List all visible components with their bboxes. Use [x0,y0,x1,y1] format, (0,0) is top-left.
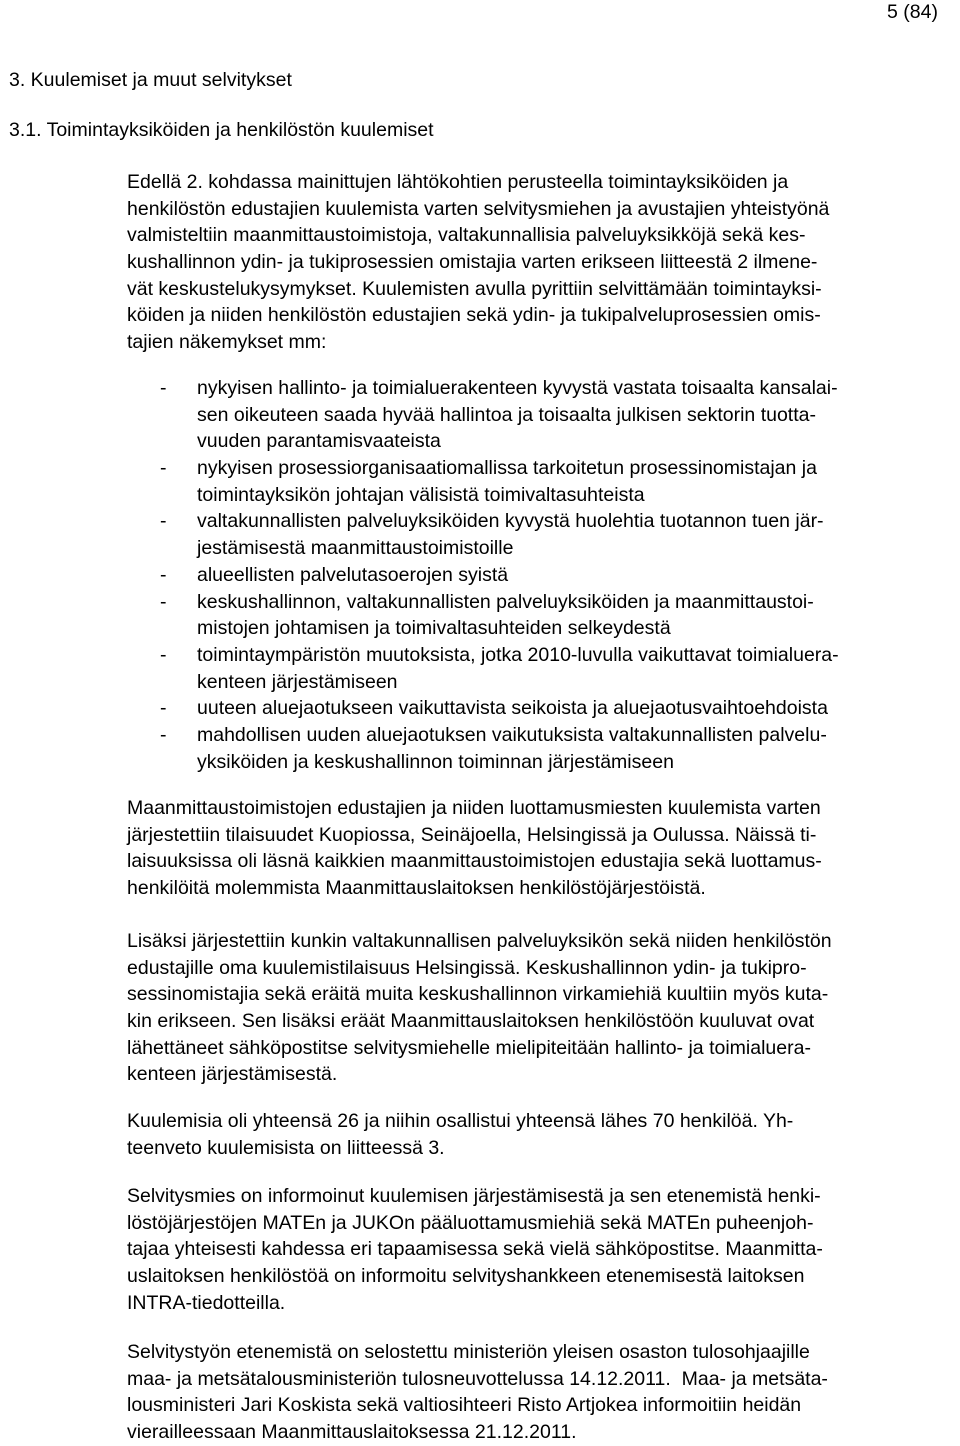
paragraph-line: järjestettiin tilaisuudet Kuopiossa, Seinäjoella, Helsingissä ja Oulussa. Näissä ti- [127,823,817,846]
list-item-line: uuteen aluejaotukseen vaikuttavista seikoista ja aluejaotusvaihtoehdoista [197,697,828,720]
paragraph-line: kushallinnon ydin- ja tukiprosessien omistajia varten erikseen liitteestä 2 ilmene- [127,251,818,274]
list-item-line: yksiköiden ja keskushallinnon toiminnan järjestämiseen [197,750,674,773]
paragraph-line: kin erikseen. Sen lisäksi eräät Maanmittauslaitoksen henkilöstöön kuuluvat ovat [127,1010,815,1033]
bullet-dash: - [160,510,167,533]
list-item [160,642,960,695]
list-item [160,695,960,722]
paragraph-line: lähettäneet sähköpostitse selvitysmiehelle mielipiteitään hallinto- ja toimialuera- [127,1036,811,1059]
paragraph-informing-staff [127,1183,960,1316]
list-item-line: mahdollisen uuden aluejaotuksen vaikutuksista valtakunnallisten palvelu- [197,723,827,746]
paragraph-line: teenveto kuulemisista on liitteessä 3. [127,1136,445,1159]
list-item-line: nykyisen hallinto- ja toimialuerakenteen kyvystä vastata toisaalta kansalai- [197,377,838,399]
paragraph-line: uslaitoksen henkilöstöä on informoitu selvityshankkeen etenemisestä laitoksen [127,1265,805,1288]
list-item-line: valtakunnallisten palveluyksiköiden kyvystä huolehtia tuotannon tuen jär- [197,510,824,533]
paragraph-line: Lisäksi järjestettiin kunkin valtakunnallisen palveluyksikön sekä niiden henkilöstön [127,930,832,952]
list-item [160,375,960,455]
list-item-line: nykyisen prosessiorganisaatiomallissa tarkoitetun prosessinomistajan ja [197,457,817,480]
paragraph-line: tajien näkemykset mm: [127,331,327,354]
paragraph-hearings-units [127,928,960,1088]
bullet-dash: - [160,590,167,613]
paragraph-ministry-briefing [127,1339,960,1446]
paragraph-line: henkilöitä molemmista Maanmittauslaitoksen henkilöstöjärjestöistä. [127,877,706,900]
list-item-line: vuuden parantamisvaateista [197,430,441,453]
paragraph-hearings-count [127,1108,960,1161]
bullet-dash: - [160,697,167,720]
paragraph-line: löstöjärjestöjen MATEn ja JUKOn pääluottamusmiehiä sekä MATEn puheenjoh- [127,1211,814,1234]
bullet-dash: - [160,377,167,399]
paragraph-line: maa- ja metsätalousministeriön tulosneuvottelussa 14.12.2011. Maa- ja metsäta- [127,1367,828,1390]
paragraph-line: kenteen järjestämisestä. [127,1063,338,1086]
bullet-list [160,375,960,775]
bullet-dash: - [160,643,167,666]
paragraph-line: Selvitystyön etenemistä on selostettu ministeriön yleisen osaston tulosohjaajille [127,1341,810,1363]
list-item-line: mistojen johtamisen ja toimivaltasuhteiden selkeydestä [197,617,671,640]
paragraph-line: INTRA-tiedotteilla. [127,1291,286,1314]
list-item-line: alueellisten palvelutasoerojen syistä [197,563,509,586]
paragraph-hearings-offices [127,795,960,902]
list-item-line: sen oikeuteen saada hyvää hallintoa ja toisaalta julkisen sektorin tuotta- [197,403,816,426]
paragraph-line: sessinomistajia sekä eräitä muita keskushallinnon virkamiehiä kuultiin myös kuta- [127,983,829,1006]
paragraph-line: Edellä 2. kohdassa mainittujen lähtökohtien perusteella toimintayksiköiden ja [127,171,789,193]
intro-paragraph [127,169,960,356]
paragraph-line: tajaa yhteisesti kahdessa eri tapaamisessa sekä vielä sähköpostitse. Maanmitta- [127,1238,823,1261]
paragraph-line: Kuulemisia oli yhteensä 26 ja niihin osallistui yhteensä lähes 70 henkilöä. Yh- [127,1110,794,1132]
paragraph-line: Maanmittaustoimistojen edustajien ja niiden luottamusmiesten kuulemista varten [127,797,821,819]
list-item [160,508,960,561]
paragraph-line: laisuuksissa oli läsnä kaikkien maanmittaustoimistojen edustajia sekä luottamus- [127,850,822,873]
paragraph-line: henkilöstön edustajien kuulemista varten selvitysmiehen ja avustajien yhteistyönä [127,197,830,220]
list-item-line: kenteen järjestämiseen [197,670,398,693]
paragraph-line: edustajille oma kuulemistilaisuus Helsingissä. Keskushallinnon ydin- ja tukipro- [127,956,807,979]
list-item-line: keskushallinnon, valtakunnallisten palveluyksiköiden ja maanmittaustoi- [197,590,814,613]
bullet-dash: - [160,723,167,746]
paragraph-line: köiden ja niiden henkilöstön edustajien sekä ydin- ja tukipalveluprosessien omis- [127,304,821,327]
list-item [160,589,960,642]
paragraph-line: valmisteltiin maanmittaustoimistoja, valtakunnallisia palveluyksikköjä sekä kes- [127,224,806,247]
bullet-dash: - [160,563,167,586]
paragraph-line: Selvitysmies on informoinut kuulemisen järjestämisestä ja sen etenemistä henki- [127,1185,821,1207]
subsection-heading: 3.1. Toimintayksiköiden ja henkilöstön kuulemiset [9,119,434,141]
paragraph-line: vierailleessaan Maanmittauslaitoksessa 21.12.2011. [127,1421,577,1444]
paragraph-line: vät keskustelukysymykset. Kuulemisten avulla pyrittiin selvittämään toimintayksi- [127,277,822,300]
list-item-line: toimintayksikön johtajan välisistä toimivaltasuhteista [197,483,645,506]
page-number: 5 (84) [887,1,938,23]
list-item [160,722,960,775]
list-item-line: jestämisestä maanmittaustoimistoille [197,537,514,560]
list-item-line: toimintaympäristön muutoksista, jotka 2010-luvulla vaikuttavat toimialuera- [197,643,839,666]
list-item [160,455,960,508]
list-item [160,562,960,589]
paragraph-line: lousministeri Jari Koskista sekä valtiosihteeri Risto Artjokea informoitiin heidän [127,1394,802,1417]
section-heading: 3. Kuulemiset ja muut selvitykset [9,69,292,91]
bullet-dash: - [160,457,167,480]
